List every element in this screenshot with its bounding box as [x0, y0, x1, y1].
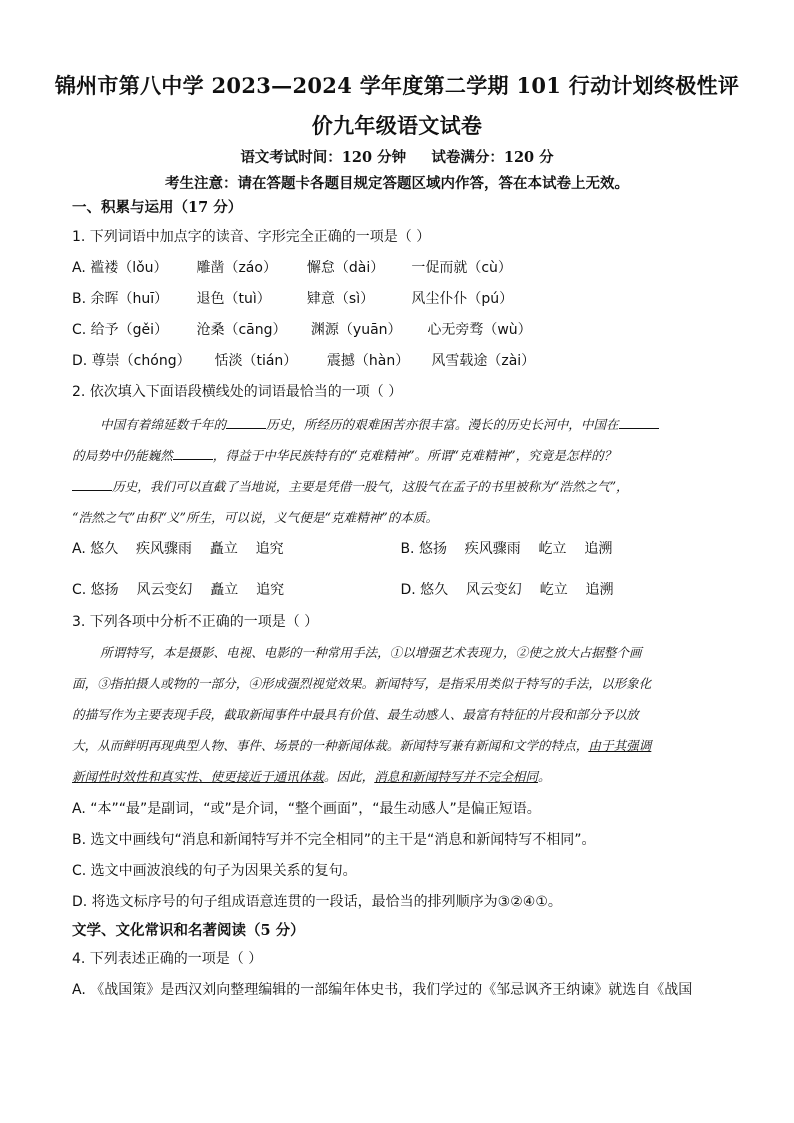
q1-c-4: 心无旁骛（wù）: [427, 322, 532, 338]
q2-option-d: D. 悠久 风云变幻 屹立 追溯: [400, 582, 614, 598]
q1-c-3: 渊源（yuān）: [310, 322, 402, 338]
exam-title-line2: 价九年级语文试卷: [311, 113, 483, 138]
q1-a-4: 一促而就（cù）: [411, 260, 512, 276]
q4-option-a: A. 《战国策》是西汉刘向整理编辑的一部编年体史书，我们学过的《邹忌讽齐王纳谏》就选自《战国: [72, 982, 693, 998]
q3-option-b: B. 选文中画线句“消息和新闻特写并不完全相同”的主干是“消息和新闻特写不相同”。: [72, 832, 596, 848]
section-heading-2: 文学、文化常识和名著阅读（5 分）: [72, 922, 305, 939]
q1-option-c: [72, 319, 532, 339]
q1-c-2: 沧桑（cāng）: [196, 322, 287, 338]
q3-wavy-part2: 新闻性时效性和真实性、使更接近于通讯体裁: [72, 769, 324, 784]
q3-passage-seg8: 。: [537, 769, 551, 784]
q2-option-a: A. 悠久 疾风骤雨 矗立 追究: [72, 541, 284, 557]
q3-passage-line5: [72, 766, 722, 785]
q3-passage-line3: 的描写作为主要表现手段，截取新闻事件中最具有价值、最生动感人、最富有特征的片段和部分予以放: [72, 707, 639, 722]
q1-b-1: B. 余晖（huī）: [72, 291, 169, 307]
q4-stem: 4. 下列表述正确的一项是（ ）: [72, 951, 263, 967]
exam-title-line1: 锦州市第八中学 2023—2024 学年度第二学期 101 行动计划终极性评: [54, 73, 740, 98]
q3-passage-seg4: 大，从而鲜明再现典型人物、事件、场景的一种新闻体裁。新闻特写兼有新闻和文学的特点，: [72, 738, 589, 753]
q2-blank-3: [173, 447, 213, 460]
q1-option-d: [72, 350, 535, 370]
q2-passage-seg2: 历史，所经历的艰难困苦亦很丰富。漫长的历史长河中，中国在: [265, 417, 619, 432]
q3-passage-line4: [72, 735, 722, 754]
q2-options-row2: [72, 579, 614, 599]
q2-passage-seg3: 的局势中仍能巍然: [72, 448, 173, 463]
q1-d-1: D. 尊崇（chóng）: [72, 353, 191, 369]
q2-options-row1: [72, 538, 612, 558]
q2-blank-1: [226, 416, 266, 429]
q1-b-2: 退色（tuì）: [196, 291, 271, 307]
q3-stem: 3. 下列各项中分析不正确的一项是（ ）: [72, 614, 319, 630]
q2-passage-line1: [72, 414, 722, 433]
q1-a-2: 雕凿（záo）: [196, 260, 277, 276]
q2-passage-line3: [72, 476, 722, 495]
q3-passage-seg6: 。因此，: [323, 769, 375, 784]
q2-passage-seg4: ，得益于中华民族特有的“克难精神”。所谓“克难精神”，究竟是怎样的？: [212, 448, 617, 463]
q3-option-d: D. 将选文标序号的句子组成语意连贯的一段话，最恰当的排列顺序为③②④①。: [72, 894, 562, 910]
q2-blank-4: [72, 478, 112, 491]
q2-passage-seg1: 中国有着绵延数千年的: [100, 417, 226, 432]
q2-passage-line2: [72, 445, 722, 464]
q2-option-b: B. 悠扬 疾风骤雨 屹立 追溯: [400, 541, 613, 557]
q1-a-3: 懈怠（dài）: [306, 260, 385, 276]
q1-stem: 1. 下列词语中加点字的读音、字形完全正确的一项是（ ）: [72, 229, 431, 245]
q3-option-a: A. “本”“最”是副词，“或”是介词，“整个画面”，“最生动感人”是偏正短语。: [72, 801, 541, 817]
q1-a-1: A. 褴褛（lǒu）: [72, 260, 168, 276]
q1-option-b: [72, 288, 513, 308]
q3-wavy-part1: 由于其强调: [588, 738, 652, 753]
q1-d-4: 风雪载途（zài）: [431, 353, 536, 369]
q1-c-1: C. 给予（gěi）: [72, 322, 169, 338]
q1-b-4: 风尘仆仆（pú）: [411, 291, 514, 307]
q1-b-3: 肄意（sì）: [306, 291, 375, 307]
q2-passage-line4: “浩然之气”由积“义”所生，可以说，义气便是“克难精神”的本质。: [72, 510, 439, 525]
q2-stem: 2. 依次填入下面语段横线处的词语最恰当的一项（ ）: [72, 384, 403, 400]
q3-option-c: C. 选文中画波浪线的句子为因果关系的复句。: [72, 863, 357, 879]
q1-option-a: [72, 257, 512, 277]
q3-passage-line1: 所谓特写，本是摄影、电视、电影的一种常用手法，①以增强艺术表现力，②使之放大占据整个画: [100, 645, 642, 660]
q1-d-2: 恬淡（tián）: [214, 353, 298, 369]
q2-option-c: C. 悠扬 风云变幻 矗立 追究: [72, 582, 285, 598]
q2-blank-2: [619, 416, 659, 429]
exam-time-info: 语文考试时间：120 分钟 试卷满分：120 分: [240, 149, 554, 166]
q3-underlined-sentence: 消息和新闻特写并不完全相同: [374, 769, 538, 784]
q2-passage-seg5: 历史，我们可以直截了当地说，主要是凭借一股气，这股气在孟子的书里被称为“浩然之气”，: [112, 479, 629, 494]
section-heading-1: 一、积累与运用（17 分）: [72, 199, 243, 216]
exam-notice: 考生注意：请在答题卡各题目规定答题区域内作答，答在本试卷上无效。: [165, 175, 629, 192]
q3-passage-line2: 面，③指拍摄人或物的一部分，④形成强烈视觉效果。新闻特写，是指采用类似于特写的手法，以形象化: [72, 676, 652, 691]
q1-d-3: 震撼（hàn）: [326, 353, 410, 369]
